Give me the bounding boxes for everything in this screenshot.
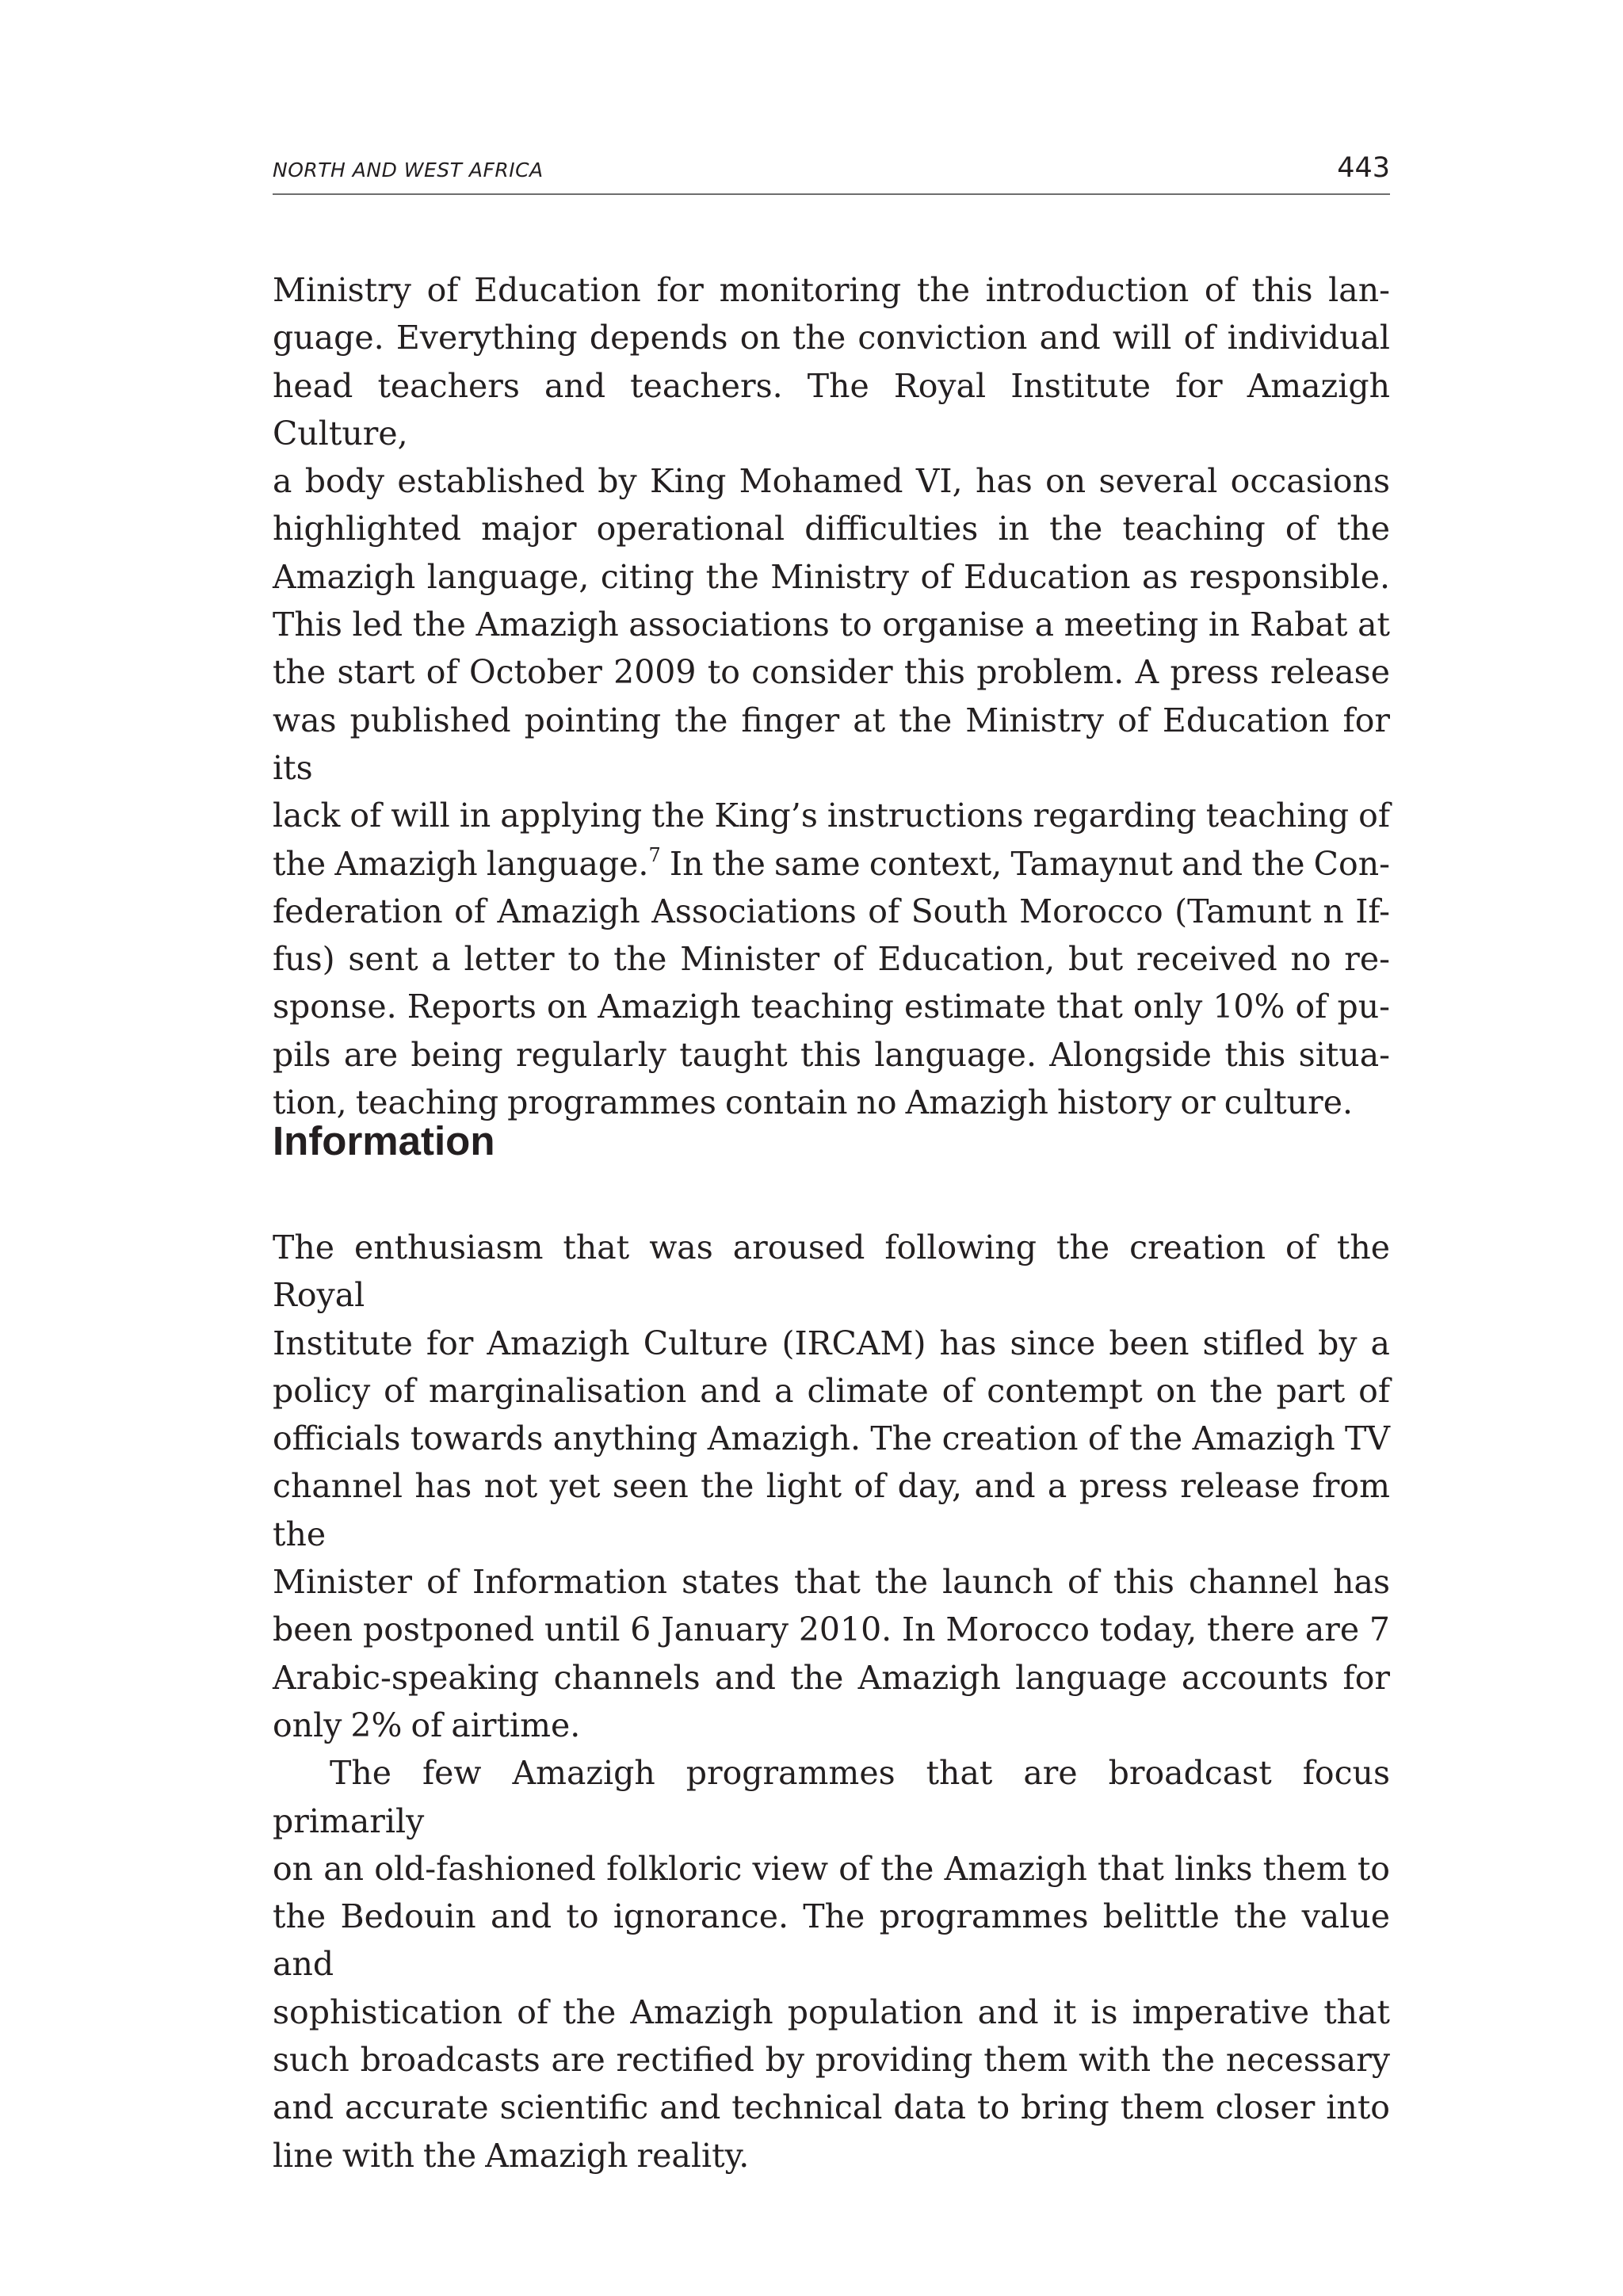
line-with-footnote	[273, 840, 1390, 888]
line: such broadcasts are rectified by providing them with the necessary	[273, 2041, 1390, 2080]
line: was published pointing the finger at the Ministry of Education for its	[273, 701, 1390, 787]
line: Amazigh language, citing the Ministry of Education as responsible.	[273, 557, 1390, 596]
line: only 2% of airtime.	[273, 1706, 581, 1744]
line: The few Amazigh programmes that are broadcast focus primarily	[273, 1754, 1390, 1840]
line: a body established by King Mohamed VI, has on several occasions	[273, 462, 1390, 501]
line: sophistication of the Amazigh population and it is imperative that	[273, 1992, 1390, 2031]
line: line with the Amazigh reality.	[273, 2136, 750, 2175]
line: Ministry of Education for monitoring the introduction of this lan-	[273, 271, 1390, 309]
footnote-reference[interactable]: 7	[648, 843, 661, 866]
section-heading: Information	[273, 1118, 495, 1163]
line: federation of Amazigh Associations of South Morocco (Tamunt n If-	[273, 892, 1390, 930]
line: tion, teaching programmes contain no Amazigh history or culture.	[273, 1083, 1354, 1122]
body-block-2	[273, 1224, 1390, 2179]
line: policy of marginalisation and a climate of contempt on the part of	[273, 1371, 1390, 1410]
line: head teachers and teachers. The Royal Institute for Amazigh Culture,	[273, 366, 1390, 453]
line: fus) sent a letter to the Minister of Education, but received no re-	[273, 940, 1390, 979]
body-block-1	[273, 266, 1390, 1126]
line: the start of October 2009 to consider this problem. A press release	[273, 653, 1390, 692]
line: on an old-fashioned folkloric view of the Amazigh that links them to	[273, 1849, 1390, 1888]
line: This led the Amazigh associations to organise a meeting in Rabat at	[273, 606, 1390, 644]
line: Arabic-speaking channels and the Amazigh language accounts for	[273, 1658, 1390, 1697]
line: The enthusiasm that was aroused following the creation of the Royal	[273, 1228, 1390, 1315]
line: and accurate scientific and technical data to bring them closer into	[273, 2088, 1390, 2127]
page-number: 443	[1337, 152, 1390, 184]
line: Institute for Amazigh Culture (IRCAM) has since been stifled by a	[273, 1324, 1390, 1362]
running-head	[273, 152, 1390, 195]
line: lack of will in applying the King’s instructions regarding teaching of	[273, 797, 1390, 835]
line: sponse. Reports on Amazigh teaching estimate that only 10% of pu-	[273, 988, 1390, 1026]
line: officials towards anything Amazigh. The creation of the Amazigh TV	[273, 1419, 1390, 1458]
line: channel has not yet seen the light of day, and a press release from the	[273, 1467, 1390, 1553]
line: guage. Everything depends on the conviction and will of individual	[273, 319, 1390, 357]
line: been postponed until 6 January 2010. In Morocco today, there are 7	[273, 1610, 1390, 1649]
line: pils are being regularly taught this language. Alongside this situa-	[273, 1035, 1390, 1074]
line-text: In the same context, Tamaynut and the Con-	[660, 844, 1390, 883]
running-head-section: NORTH AND WEST AFRICA	[273, 159, 544, 181]
line: Minister of Information states that the launch of this channel has	[273, 1563, 1390, 1602]
line: the Bedouin and to ignorance. The programmes belittle the value and	[273, 1897, 1390, 1984]
line: highlighted major operational difficulties in the teaching of the	[273, 510, 1390, 548]
line-text: the Amazigh language.	[273, 844, 649, 883]
